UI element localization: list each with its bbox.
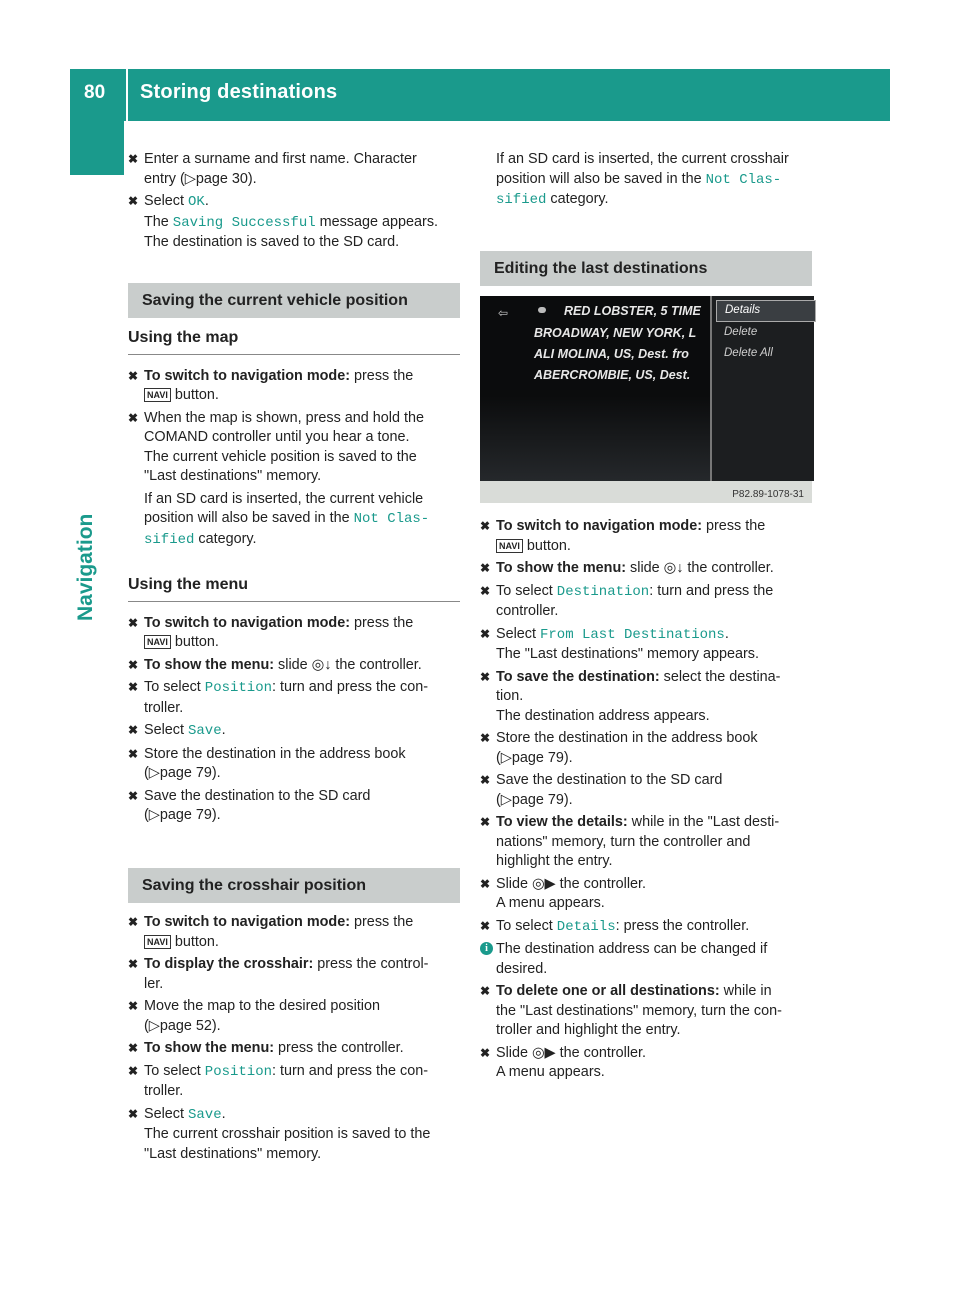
step-arrow-icon: ✖ (480, 561, 491, 575)
section-heading-vehicle: Saving the current vehicle position (128, 283, 460, 319)
navi-button-icon: NAVI (144, 935, 171, 949)
step-arrow-icon: ✖ (128, 915, 139, 929)
step-view-details: ✖ To view the details: while in the "Last desti- nations" memory, turn the controller and highlight the entry. (480, 814, 780, 869)
step-arrow-icon: ✖ (128, 368, 139, 383)
menu-item-delete: Delete (724, 326, 758, 338)
page-ref-icon: ▷ (500, 749, 512, 766)
step-save-sd-2: ✖ Save the destination to the SD card (▷page 79). (480, 772, 723, 808)
message-saving-successful: Saving Successful (172, 214, 316, 231)
step-arrow-icon: ✖ (128, 788, 139, 803)
step-arrow-icon: ✖ (480, 669, 491, 684)
step-arrow-icon: ✖ (480, 815, 491, 829)
image-code: P82.89-1078-31 (732, 489, 804, 500)
step-select-details: ✖ To select Details: press the controller. (480, 917, 750, 935)
destination-flag-icon (538, 307, 546, 313)
step-move-map: ✖ Move the map to the desired position (▷page 52). (128, 998, 380, 1034)
step-arrow-icon: ✖ (128, 1041, 139, 1055)
navi-button-icon: NAVI (144, 635, 171, 649)
step-select-ok: ✖ Select OK. The Saving Successful message appears. The destination is saved to the SD card. (128, 193, 439, 250)
page-number: 80 (84, 82, 106, 103)
destination-row: BROADWAY, NEW YORK, L (534, 326, 697, 340)
step-arrow-icon: ✖ (128, 1106, 139, 1121)
step-arrow-icon: ✖ (128, 999, 139, 1013)
back-arrow-icon: ⇦ (498, 306, 509, 320)
subheading-using-menu: Using the menu (128, 575, 460, 602)
step-switch-nav-2: ✖ To switch to navigation mode: press the NAVI button. (128, 614, 414, 650)
step-arrow-icon: ✖ (480, 1045, 491, 1060)
step-save-sd: ✖ Save the destination to the SD card (▷page 79). (128, 787, 371, 823)
sidebar-label-text: Navigation (74, 513, 97, 621)
step-arrow-icon: ✖ (480, 984, 491, 998)
navi-button-icon: NAVI (144, 388, 171, 402)
info-note: i The destination address can be changed if desired. (480, 940, 812, 979)
step-switch-nav-4: ✖ To switch to navigation mode: press the NAVI button. (480, 518, 766, 554)
destination-row: ABERCROMBIE, US, Dest. (534, 368, 691, 382)
step-select-destination: ✖ To select Destination: turn and press the controller. (480, 582, 774, 619)
section-heading-crosshair: Saving the crosshair position (128, 868, 460, 904)
step-show-menu-3: ✖ To show the menu: slide ◎↓ the controller. (480, 559, 812, 579)
step-arrow-icon: ✖ (480, 583, 491, 598)
step-press-hold: ✖ When the map is shown, press and hold the COMAND controller until you hear a tone. The current vehicle position is saved to the "Last destinations" memory. (128, 409, 424, 484)
comand-screenshot (480, 296, 812, 503)
page-title: Storing destinations (140, 81, 338, 103)
step-display-crosshair: ✖ To display the crosshair: press the control- ler. (128, 956, 429, 992)
destination-row: ALI MOLINA, US, Dest. fro (534, 347, 689, 361)
step-select-save-2: ✖ Select Save. The current crosshair position is saved to the "Last destinations" memory. (128, 1105, 431, 1162)
step-arrow-icon: ✖ (128, 410, 139, 425)
step-slide-right: ✖ Slide ◎▶ the controller. A menu appears. (480, 875, 647, 911)
step-store-address-book-2: ✖ Store the destination in the address book (▷page 79). (480, 730, 758, 766)
step-show-menu: ✖ To show the menu: slide ◎↓ the controller. (128, 656, 460, 676)
controller-slide-down-icon: ◎↓ (311, 656, 332, 673)
page-ref-icon: ▷ (148, 765, 160, 781)
step-arrow-icon: ✖ (128, 723, 139, 737)
menu-item-ok: OK (188, 194, 205, 210)
step-arrow-icon: ✖ (128, 746, 139, 761)
sidebar-tab-block (70, 121, 124, 175)
step-arrow-icon: ✖ (128, 152, 139, 166)
step-arrow-icon: ✖ (128, 1063, 139, 1078)
step-arrow-icon: ✖ (128, 194, 139, 208)
info-icon: i (480, 942, 493, 955)
step-arrow-icon: ✖ (480, 519, 491, 533)
page-ref-icon: ▷ (148, 1017, 160, 1034)
step-select-position: ✖ To select Position: turn and press the con- troller. (128, 679, 429, 716)
menu-item-delete-all: Delete All (724, 347, 773, 359)
step-switch-nav: ✖ To switch to navigation mode: press the NAVI button. (128, 367, 414, 403)
header-divider (126, 69, 128, 121)
step-arrow-icon: ✖ (128, 957, 139, 971)
page-ref-icon: ▷ (500, 791, 512, 808)
page-ref-icon: ▷ (148, 807, 160, 823)
step-arrow-icon: ✖ (128, 657, 139, 672)
section-sidebar (70, 121, 124, 1302)
step-show-menu-2: ✖ To show the menu: press the controller. (128, 1039, 460, 1059)
context-menu (710, 296, 814, 481)
step-select-position-2: ✖ To select Position: turn and press the con- troller. (128, 1062, 429, 1099)
controller-slide-right-icon: ◎▶ (532, 875, 556, 892)
note-sd-card-crosshair: If an SD card is inserted, the current crosshair position will also be saved in the Not Clas‑ sified category. (496, 151, 789, 208)
page-ref-icon: ▷ (184, 170, 196, 187)
step-delete-destinations: ✖ To delete one or all destinations: while in the "Last destinations" memory, turn the con- troller and highlight the entry. (480, 983, 782, 1038)
menu-item-details: Details (716, 300, 816, 322)
step-arrow-icon: ✖ (128, 615, 139, 630)
step-enter-name: ✖ Enter a surname and first name. Character entry (▷page 30). (128, 151, 417, 187)
note-sd-card: If an SD card is inserted, the current vehicle position will also be saved in the Not Clas‑ sified category. (144, 490, 430, 548)
page-header (70, 69, 890, 121)
subheading-using-map: Using the map (128, 328, 460, 355)
step-store-address-book: ✖ Store the destination in the address book (▷page 79). (128, 745, 406, 781)
step-slide-right-2: ✖ Slide ◎▶ the controller. A menu appears. (480, 1044, 647, 1080)
step-select-from-last: ✖ Select From Last Destinations. The "Last destinations" memory appears. (480, 625, 759, 662)
controller-slide-down-icon: ◎↓ (663, 560, 684, 576)
step-arrow-icon: ✖ (480, 876, 491, 891)
destination-row: RED LOBSTER, 5 TIME (564, 304, 701, 318)
step-arrow-icon: ✖ (128, 680, 139, 694)
step-select-save: ✖ Select Save. (128, 722, 226, 739)
step-arrow-icon: ✖ (480, 918, 491, 933)
left-column (128, 150, 460, 1167)
step-save-destination: ✖ To save the destination: select the destina- tion. The destination address appears. (480, 668, 781, 724)
section-heading-editing: Editing the last destinations (480, 251, 812, 287)
step-switch-nav-3: ✖ To switch to navigation mode: press the NAVI button. (128, 914, 414, 950)
controller-slide-right-icon: ◎▶ (532, 1044, 556, 1061)
right-column (480, 150, 812, 1086)
step-arrow-icon: ✖ (480, 731, 491, 745)
navi-button-icon: NAVI (496, 539, 523, 553)
step-arrow-icon: ✖ (480, 773, 491, 787)
step-arrow-icon: ✖ (480, 626, 491, 641)
